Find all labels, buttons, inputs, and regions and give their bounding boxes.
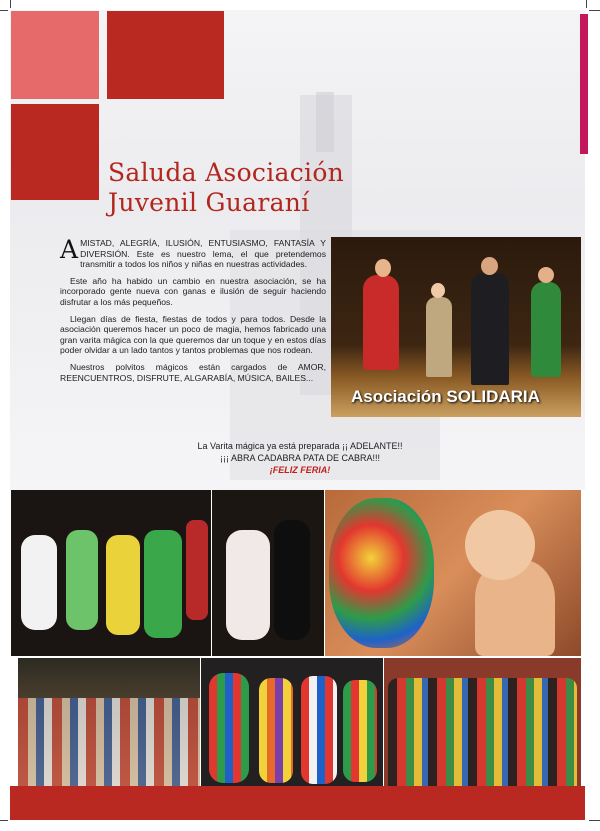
- article-paragraph: Llegan días de fiesta, fiestas de todos y para todos. Desde la asociación queremos hacer un poco de magia, hemos fabricado una gran varita mágica con la que queremos dar un toque y en estos días poder olvidar a un lado tantos y tantos problemas que nos rodean.: [60, 313, 326, 356]
- person-figure: [274, 520, 310, 640]
- article-paragraph: Este año ha habido un cambio en nuestra asociación, se ha incorporado gente nueva con ganas e ilusión de seguir haciendo disfrutar a los más pequeños.: [60, 275, 326, 307]
- person-figure: [226, 530, 270, 640]
- decor-square-light: [11, 11, 99, 99]
- photo-face-painting: [325, 490, 581, 656]
- clown-wig: [329, 498, 434, 648]
- closing-line: ¡¡¡ ABRA CADABRA PATA DE CABRA!!!: [219, 453, 381, 463]
- performer-figure: [471, 273, 509, 385]
- article-body: [60, 235, 326, 389]
- crop-mark: [589, 10, 600, 11]
- crop-mark: [589, 820, 600, 821]
- crop-mark: [10, 0, 11, 8]
- crop-mark: [0, 820, 8, 821]
- person-figure: [66, 530, 98, 630]
- page-title: [108, 158, 344, 218]
- person-figure: [144, 530, 182, 638]
- title-line-1: Saluda Asociación: [108, 158, 345, 187]
- group-figures: [388, 678, 577, 786]
- photo-banner: Asociación SOLIDARIA: [351, 387, 540, 406]
- clown-figure: [209, 673, 249, 783]
- decor-square-dark: [107, 11, 224, 99]
- performer-figure: [375, 259, 391, 277]
- dropcap: A: [60, 235, 79, 264]
- person-figure: [21, 535, 57, 630]
- photo-clowns: [201, 658, 383, 786]
- footer-bar: [10, 786, 585, 820]
- crop-mark: [0, 10, 8, 11]
- performer-figure: [426, 297, 452, 377]
- performer-figure: [431, 283, 445, 298]
- title-line-2: Juvenil Guaraní: [108, 188, 310, 217]
- performer-figure: [481, 257, 498, 275]
- performer-figure: [538, 267, 554, 283]
- crop-mark: [586, 0, 587, 8]
- decor-square-dark: [11, 104, 99, 200]
- church-spire: [316, 92, 334, 152]
- performer-figure: [363, 275, 399, 370]
- photo-group: [384, 658, 581, 786]
- article-paragraph: Nuestros polvitos mágicos están cargados de AMOR, REENCUENTROS, DISFRUTE, ALGARABÍA, MÚSICA, BAILES...: [60, 361, 326, 383]
- closing-highlight: ¡FELIZ FERIA!: [269, 465, 331, 475]
- child-figure: [465, 510, 535, 580]
- stage-photo: [331, 237, 581, 417]
- article-paragraph: AMISTAD, ALEGRÍA, ILUSIÓN, ENTUSIASMO, FANTASÍA Y DIVERSIÓN. Este es nuestro lema, el que pretendemos transmitir a todos los niños y niñas en nuestras actividades.: [60, 235, 326, 270]
- closing-line: La Varita mágica ya está preparada ¡¡ ADELANTE!!: [197, 441, 403, 451]
- performer-figure: [531, 282, 561, 377]
- photo-crowd: [18, 658, 200, 786]
- section-tab: [580, 14, 588, 154]
- person-figure: [106, 535, 140, 635]
- person-figure: [186, 520, 208, 620]
- clown-figure: [301, 676, 337, 784]
- photo-costumes: [11, 490, 211, 656]
- crowd: [18, 698, 200, 786]
- clown-figure: [259, 678, 293, 783]
- closing-message: [130, 440, 470, 476]
- clown-figure: [343, 680, 377, 782]
- photo-chicken-costume: [212, 490, 324, 656]
